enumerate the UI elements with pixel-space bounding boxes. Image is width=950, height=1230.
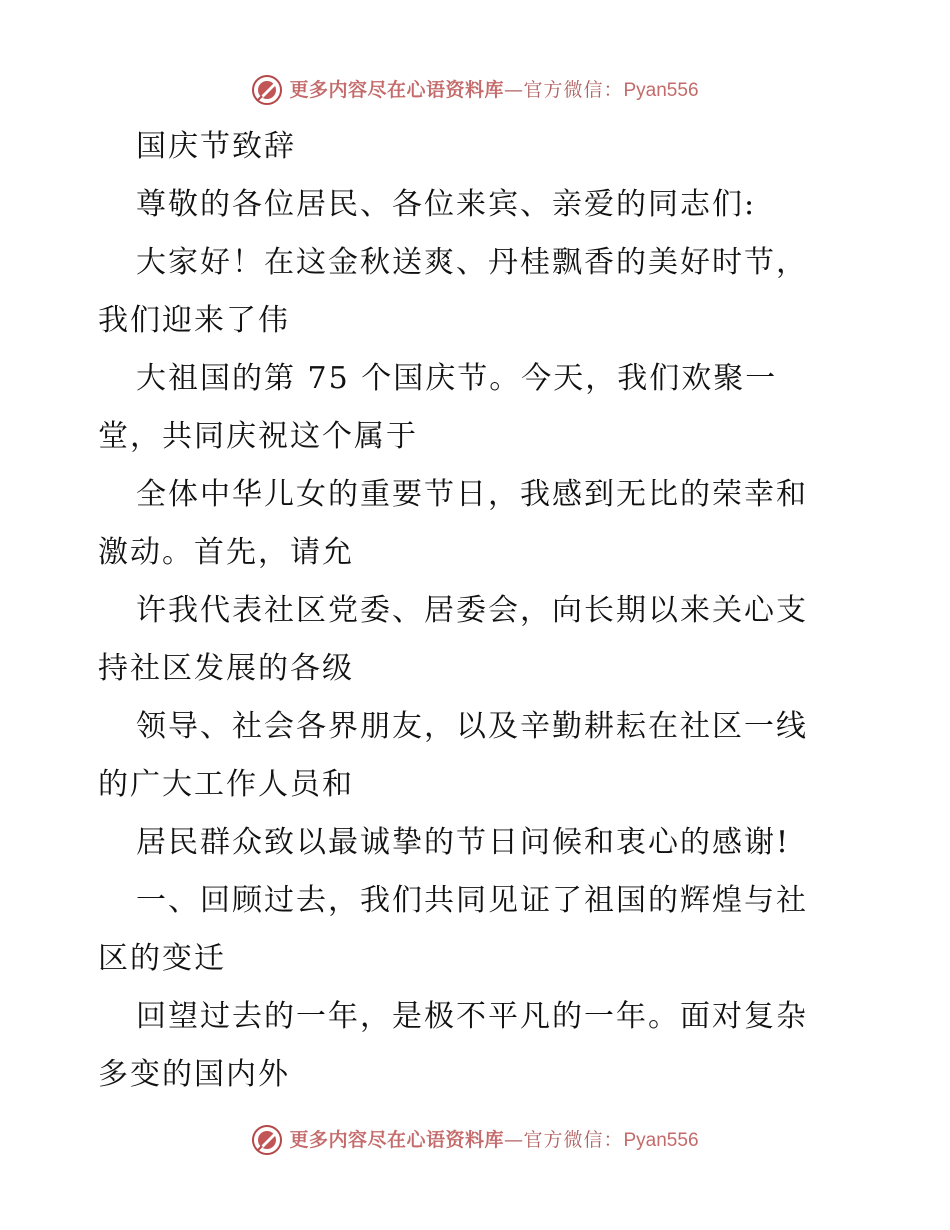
body-line: 我们迎来了伟 [98,303,290,338]
body-line: 回望过去的一年，是极不平凡的一年。面对复杂 [136,999,808,1034]
body-line: 大家好！在这金秋送爽、丹桂飘香的美好时节， [136,245,808,280]
body-line: 持社区发展的各级 [98,651,354,686]
document-body [98,118,858,1104]
footer-banner-site: 更多内容尽在心语资料库 [289,1128,504,1151]
body-line: 大祖国的第 75 个国庆节。今天，我们欢聚一 [136,361,778,396]
header-banner-wechat-id: Pyan556 [623,79,699,101]
body-line: 的广大工作人员和 [98,767,354,802]
header-banner [0,70,950,110]
body-line: 许我代表社区党委、居委会，向长期以来关心支 [136,593,808,628]
footer-banner-text [289,1128,699,1151]
quill-logo-icon [251,1124,283,1156]
body-line: 居民群众致以最诚挚的节日问候和衷心的感谢! [136,825,791,860]
body-line: 多变的国内外 [98,1057,290,1092]
document-title: 国庆节致辞 [136,129,296,164]
body-line: 全体中华儿女的重要节日，我感到无比的荣幸和 [136,477,808,512]
body-line: 领导、社会各界朋友，以及辛勤耕耘在社区一线 [136,709,808,744]
body-line: 激动。首先，请允 [98,535,354,570]
section-heading: 一、回顾过去，我们共同见证了祖国的辉煌与社 [136,883,808,918]
header-banner-site: 更多内容尽在心语资料库 [289,78,504,101]
footer-banner-wechat-label: 官方微信： [523,1128,624,1151]
section-heading-continued: 区的变迁 [98,941,226,976]
quill-logo-icon [251,74,283,106]
footer-banner [0,1120,950,1160]
header-banner-text [289,78,699,101]
header-banner-separator: — [503,78,524,101]
header-banner-wechat-label: 官方微信： [523,78,624,101]
salutation: 尊敬的各位居民、各位来宾、亲爱的同志们: [136,187,757,222]
footer-banner-wechat-id: Pyan556 [623,1129,699,1151]
body-line: 堂，共同庆祝这个属于 [98,419,418,454]
footer-banner-separator: — [503,1128,524,1151]
